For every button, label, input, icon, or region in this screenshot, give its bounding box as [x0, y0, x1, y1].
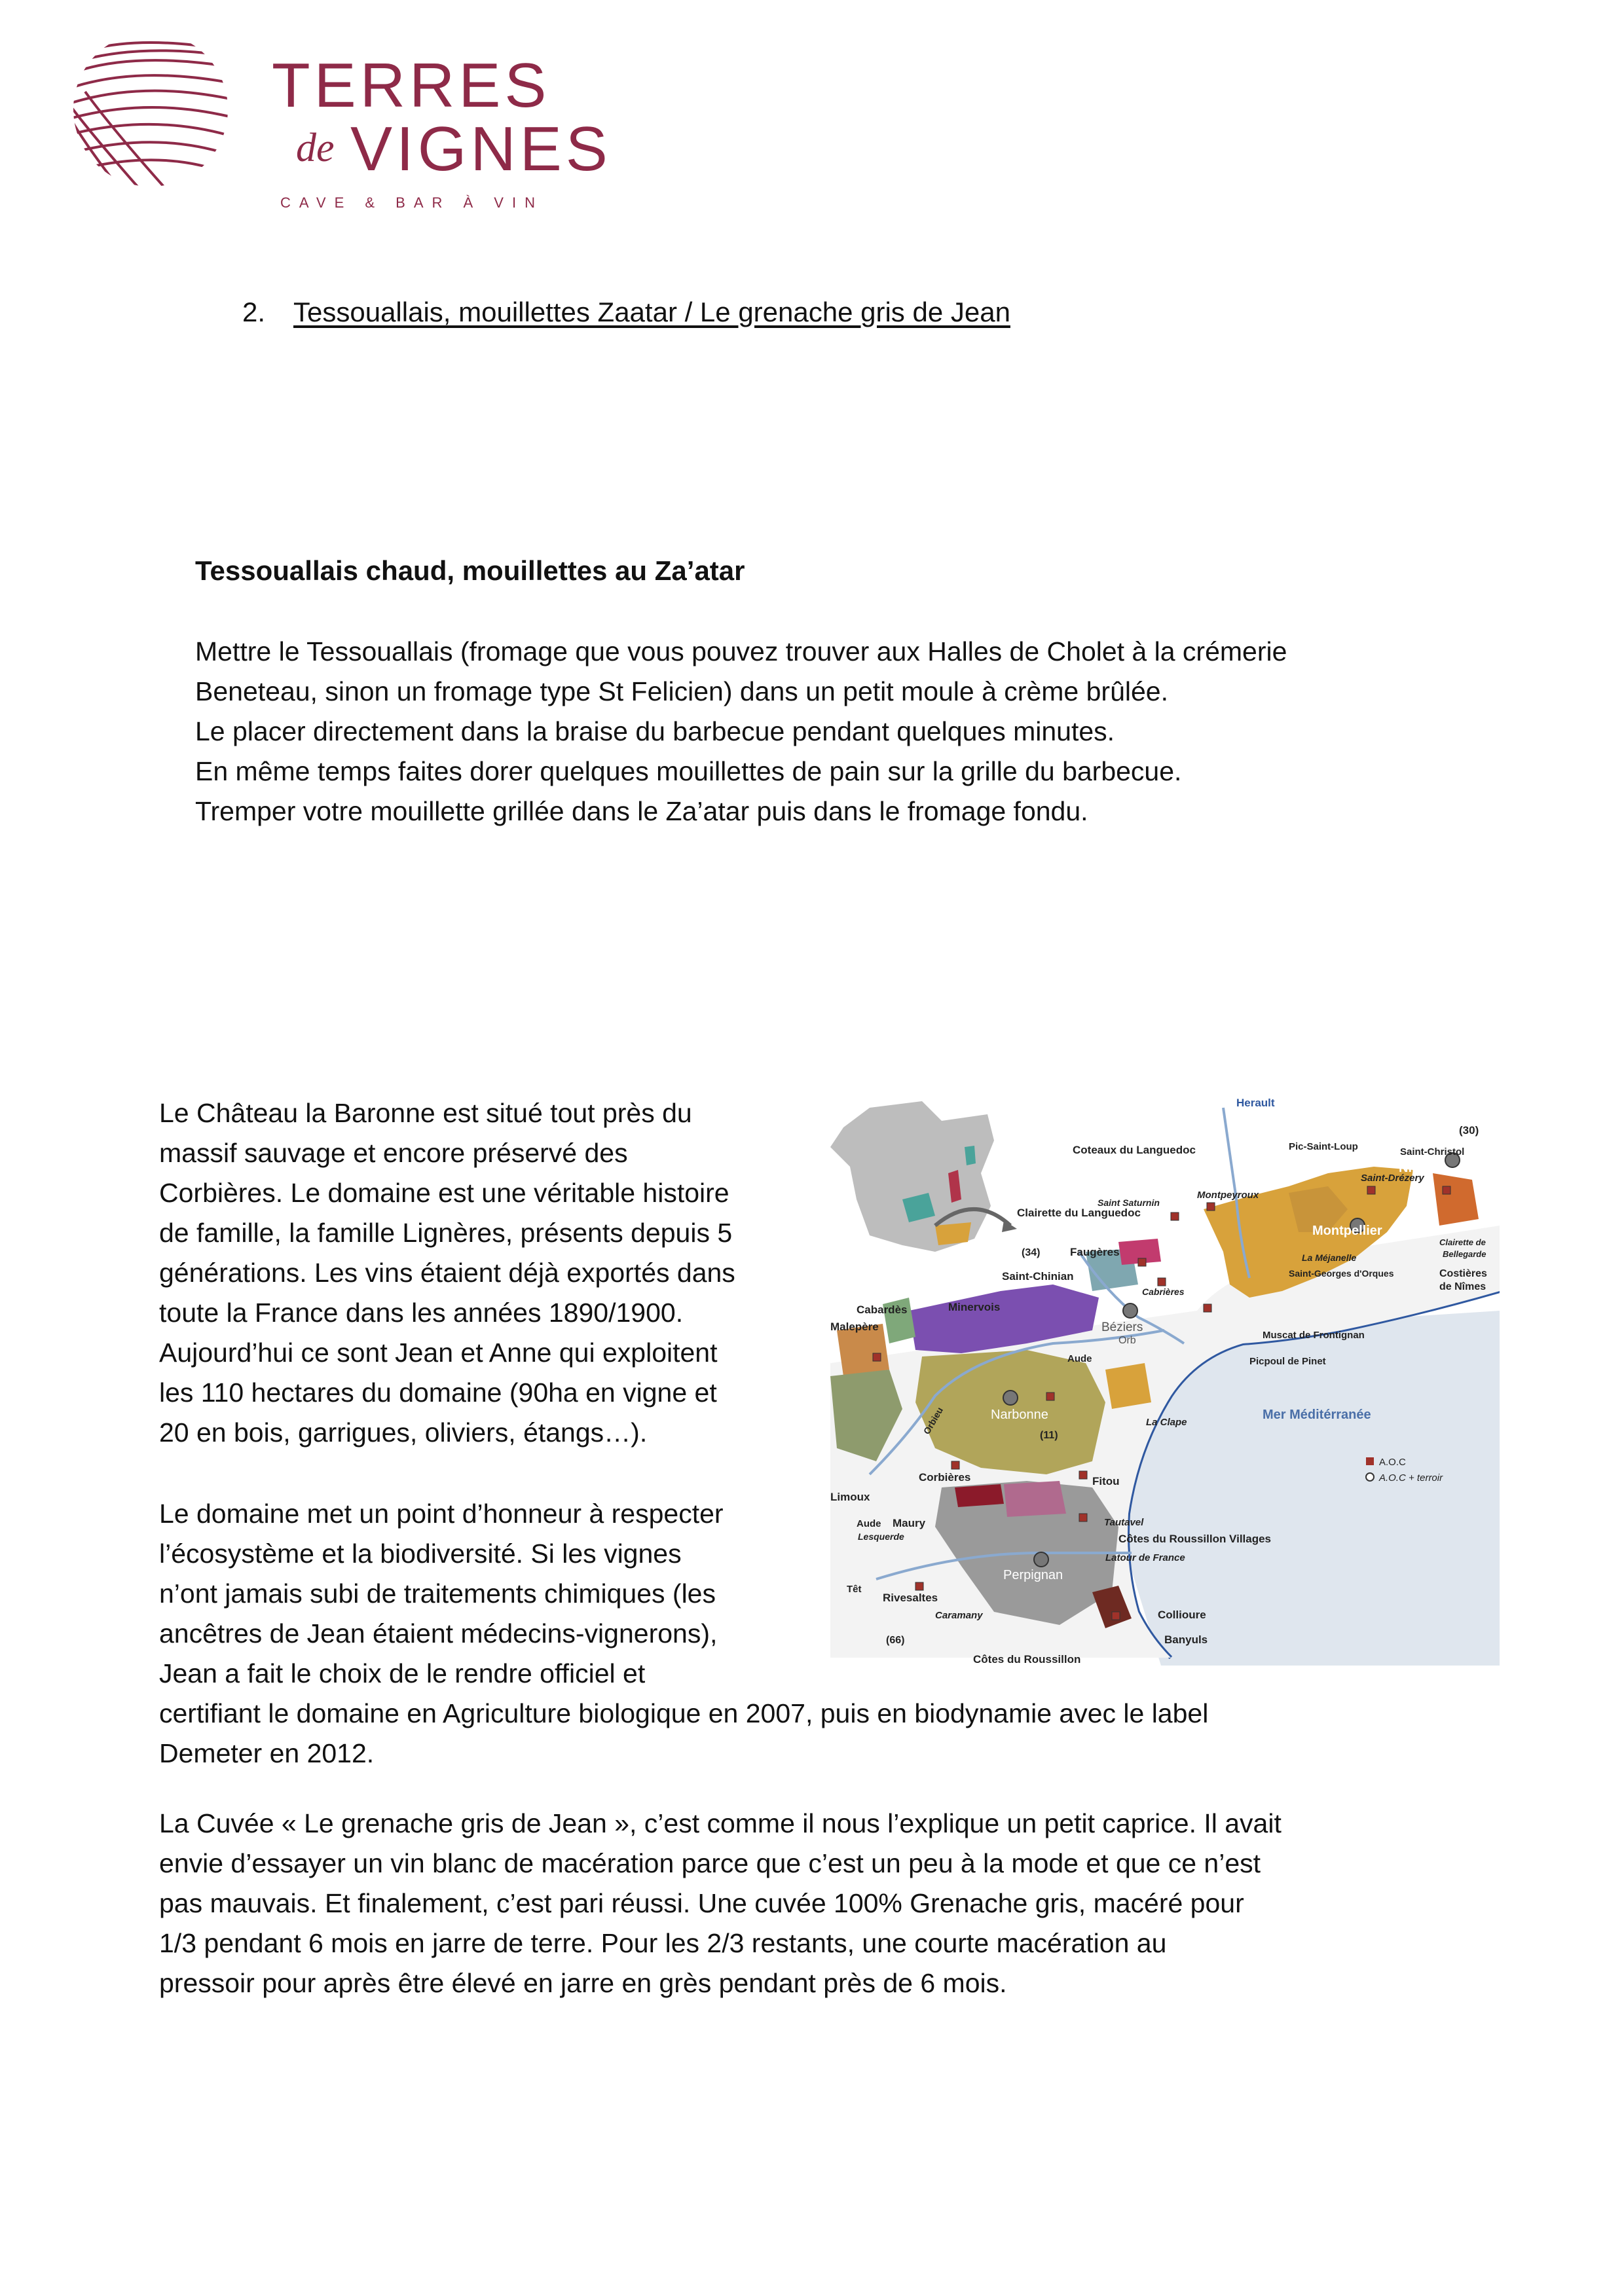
map-label: Coteaux du Languedoc: [1073, 1144, 1196, 1156]
map-label: La Clape: [1146, 1417, 1187, 1428]
map-label: Mer Méditérranée: [1263, 1408, 1371, 1422]
map-label: Banyuls: [1164, 1633, 1208, 1646]
map-label: Bellegarde: [1443, 1249, 1486, 1259]
region-cotes-roussillon-villages: [1004, 1481, 1066, 1517]
paragraph-line: Jean a fait le choix de le rendre officiel et: [159, 1658, 646, 1688]
paragraph-line: La Cuvée « Le grenache gris de Jean », c’est comme il nous l’explique un petit caprice. Il avait: [159, 1808, 1282, 1838]
map-label: (66): [886, 1635, 905, 1646]
paragraph-line: générations. Les vins étaient déjà exportés dans: [159, 1258, 735, 1288]
map-label: Cabrières: [1142, 1286, 1185, 1297]
map-label: (11): [1040, 1430, 1058, 1441]
map-label: Muscat de Frontignan: [1263, 1330, 1365, 1341]
paragraph-line: 1/3 pendant 6 mois en jarre de terre. Pour les 2/3 restants, une courte macération au: [159, 1928, 1167, 1958]
region-clairette-bellegarde: [1433, 1173, 1479, 1226]
map-label: La Méjanelle: [1302, 1252, 1357, 1263]
map-label: Saint Saturnin: [1098, 1197, 1160, 1208]
paragraph-line: l’écosystème et la biodiversité. Si les vignes: [159, 1539, 682, 1569]
map-label: Saint-Drézery: [1361, 1173, 1424, 1184]
paragraph-line: Aujourd’hui ce sont Jean et Anne qui exploitent: [159, 1338, 718, 1368]
map-label: Rivesaltes: [883, 1592, 938, 1604]
city-dot-narbonne: [1003, 1391, 1018, 1405]
map-label: (34): [1022, 1247, 1041, 1258]
map-label: Lesquerde: [858, 1531, 904, 1542]
brand-name-line2: VIGNES: [350, 114, 612, 184]
paragraph-line: toute la France dans les années 1890/1900.: [159, 1298, 684, 1328]
recipe-line: Beneteau, sinon un fromage type St Felicien) dans un petit moule à crème brûlée.: [195, 676, 1168, 706]
paragraph-line: de famille, la famille Lignères, présents depuis 5: [159, 1218, 733, 1248]
map-label: Orbieu: [921, 1405, 946, 1436]
recipe-line: En même temps faites dorer quelques mouillettes de pain sur la grille du barbecue.: [195, 756, 1182, 786]
map-label: Nîmes: [1399, 1161, 1439, 1175]
paragraph-line: envie d’essayer un vin blanc de macération parce que c’est un peu à la mode et que ce n’est: [159, 1848, 1261, 1878]
map-label: Limoux: [830, 1491, 870, 1503]
map-label: Montpeyroux: [1197, 1190, 1259, 1201]
aoc-marker-icon: [1112, 1612, 1120, 1620]
map-label: Collioure: [1158, 1609, 1206, 1621]
paragraph-line: n’ont jamais subi de traitements chimiques (les: [159, 1578, 716, 1609]
map-label: Fitou: [1092, 1475, 1120, 1487]
map-label: Clairette de: [1439, 1237, 1486, 1247]
map-label: Faugères: [1070, 1246, 1120, 1258]
france-wine-region: [965, 1146, 976, 1165]
map-label: Malepère: [830, 1321, 879, 1333]
recipe-line: Le placer directement dans la braise du barbecue pendant quelques minutes.: [195, 716, 1115, 746]
map-label: A.O.C: [1379, 1457, 1406, 1468]
map-label: Saint-Christol: [1400, 1146, 1465, 1157]
aoc-marker-icon: [1204, 1304, 1211, 1312]
aoc-marker-icon: [1079, 1514, 1087, 1522]
paragraph-line: certifiant le domaine en Agriculture biologique en 2007, puis en biodynamie avec le label: [159, 1698, 1209, 1728]
aoc-marker-icon: [1138, 1258, 1146, 1266]
paragraph-line: pressoir pour après être élevé en jarre en grès pendant près de 6 mois.: [159, 1968, 1007, 1998]
paragraph-line: Corbières. Le domaine est une véritable histoire: [159, 1178, 729, 1208]
paragraph-line: pas mauvais. Et finalement, c’est pari réussi. Une cuvée 100% Grenache gris, macéré pour: [159, 1888, 1244, 1918]
aoc-marker-icon: [1171, 1212, 1179, 1220]
paragraph-line: 20 en bois, garrigues, oliviers, étangs…).: [159, 1417, 648, 1448]
region-la-clape: [1105, 1363, 1151, 1409]
paragraph-line: Le domaine met un point d’honneur à respecter: [159, 1499, 724, 1529]
france-wine-region: [935, 1222, 971, 1245]
legend-aoc-marker-icon: [1366, 1457, 1374, 1465]
map-label: Orb: [1118, 1335, 1136, 1346]
aoc-marker-icon: [1367, 1186, 1375, 1194]
map-label: Clairette du Languedoc: [1017, 1207, 1141, 1219]
paragraph-line: les 110 hectares du domaine (90ha en vigne et: [159, 1377, 717, 1408]
map-label: Cabardès: [857, 1303, 908, 1316]
aoc-marker-icon: [951, 1461, 959, 1469]
recipe-line: Mettre le Tessouallais (fromage que vous pouvez trouver aux Halles de Cholet à la crémerie: [195, 636, 1287, 666]
paragraph-line: Demeter en 2012.: [159, 1738, 375, 1768]
map-label: Minervois: [948, 1301, 1001, 1313]
map-label: Montpellier: [1312, 1224, 1382, 1238]
recipe-body: [195, 632, 1505, 831]
map-label: Maury: [893, 1517, 926, 1529]
section-title: Tessouallais, mouillettes Zaatar / Le grenache gris de Jean: [293, 297, 1010, 327]
domaine-paragraph: [159, 1093, 735, 1453]
paragraph-line: ancêtres de Jean étaient médecins-vignerons),: [159, 1618, 718, 1649]
map-label: Corbières: [919, 1471, 971, 1484]
map-label: Narbonne: [991, 1408, 1048, 1422]
legend-aoc-terroir-marker-icon: [1366, 1473, 1374, 1481]
section-number: 2.: [242, 297, 266, 327]
map-label: Saint-Chinian: [1002, 1270, 1074, 1283]
section-heading: [242, 296, 1010, 329]
brand-name-line1: TERRES: [272, 50, 551, 120]
map-label: Tautavel: [1104, 1517, 1144, 1528]
cuvee-paragraph: [159, 1804, 1282, 2003]
city-dot-beziers: [1123, 1303, 1137, 1318]
paragraph-line: Le Château la Baronne est situé tout près du: [159, 1098, 692, 1128]
brand-subtitle: CAVE & BAR À VIN: [280, 194, 544, 211]
map-label: (30): [1459, 1124, 1479, 1137]
map-label: Béziers: [1101, 1321, 1143, 1334]
aoc-marker-icon: [873, 1353, 881, 1361]
recipe-line: Tremper votre mouillette grillée dans le Za’atar puis dans le fromage fondu.: [195, 796, 1088, 826]
map-label: Latour de France: [1105, 1552, 1185, 1563]
map-label: Picpoul de Pinet: [1249, 1356, 1326, 1367]
aoc-marker-icon: [1443, 1186, 1450, 1194]
map-label: Pic-Saint-Loup: [1289, 1141, 1358, 1152]
paragraph-line: massif sauvage et encore préservé des: [159, 1138, 628, 1168]
languedoc-roussillon-wine-map: [830, 1095, 1500, 1666]
aoc-marker-icon: [1046, 1393, 1054, 1400]
map-label: Côtes du Roussillon Villages: [1118, 1533, 1272, 1545]
map-label: Caramany: [935, 1610, 983, 1621]
map-label: Côtes du Roussillon: [973, 1653, 1081, 1666]
aoc-marker-icon: [1158, 1278, 1166, 1286]
map-label: Herault: [1236, 1097, 1275, 1109]
map-label: Têt: [847, 1584, 862, 1595]
city-dot-perpignan: [1034, 1552, 1048, 1567]
map-label: Saint-Georges d'Orques: [1289, 1268, 1394, 1279]
map-label: Aude: [857, 1518, 881, 1529]
aoc-marker-icon: [1079, 1471, 1087, 1479]
brand-name-de: de: [296, 126, 335, 170]
aoc-marker-icon: [915, 1582, 923, 1590]
vineyard-emblem-icon: [52, 29, 249, 190]
map-label: Costières: [1439, 1268, 1487, 1279]
map-label: A.O.C + terroir: [1379, 1472, 1443, 1484]
map-label: Aude: [1067, 1353, 1092, 1364]
region-maury: [955, 1484, 1004, 1507]
recipe-title: Tessouallais chaud, mouillettes au Za’atar: [195, 555, 745, 586]
brand-logo: [52, 29, 612, 211]
map-label: Perpignan: [1003, 1568, 1063, 1582]
map-label: de Nîmes: [1439, 1281, 1486, 1292]
aoc-marker-icon: [1207, 1203, 1215, 1211]
